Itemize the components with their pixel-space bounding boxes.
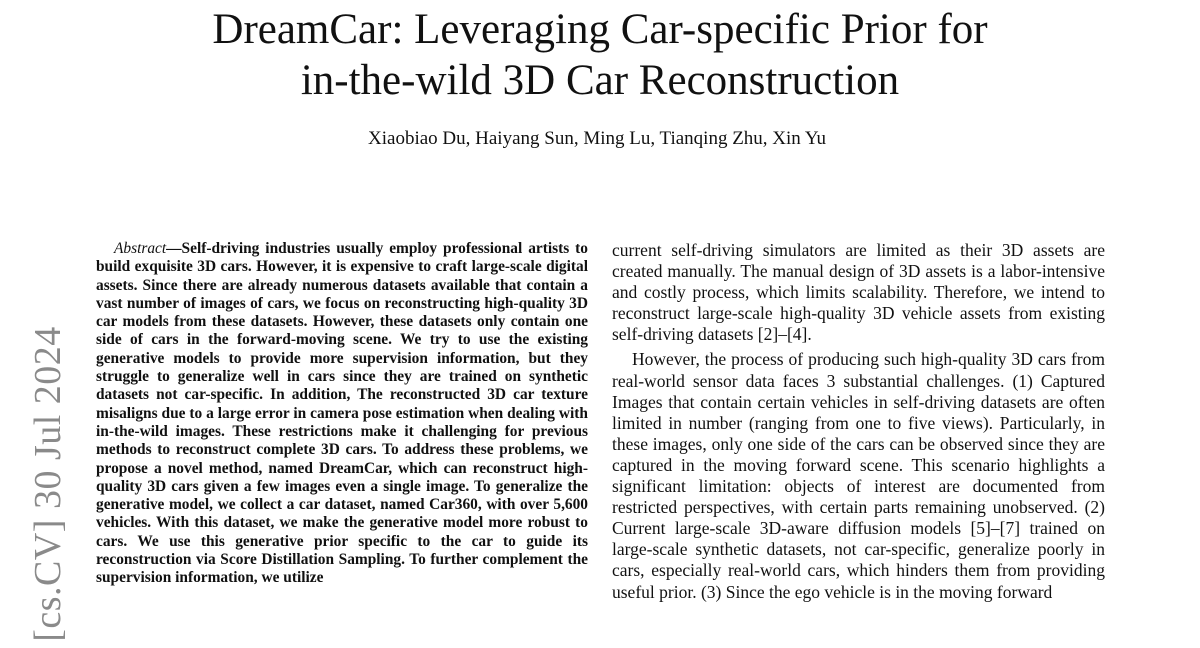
intro-paragraph-1: current self-driving simulators are limited as their 3D assets are created manually. The manual design of 3D assets is a labor-intensive and costly process, which limits scalability. Therefore, we intend to reconstruct large-scale high-quality 3D vehicle assets from existing self-driving datasets [2]–[4].: [612, 240, 1105, 345]
intro-column: [612, 240, 1105, 603]
intro-paragraph-2: However, the process of producing such high-quality 3D cars from real-world sensor data faces 3 substantial challenges. (1) Captured Images that contain certain vehicles in self-driving datasets are often limited in number (ranging from one to five views). Particularly, in these images, only one side of the cars can be observed since they are captured in the moving forward scene. This scenario highlights a significant limitation: objects of interest are documented from restricted perspectives, with certain parts remaining unobserved. (2) Current large-scale 3D-aware diffusion models [5]–[7] trained on large-scale synthetic datasets, not car-specific, generalize poorly in cars, especially real-world cars, which hinders them from providing useful prior. (3) Since the ego vehicle is in the moving forward: [612, 349, 1105, 602]
abstract-column: [96, 240, 588, 588]
abstract-label: Abstract: [114, 240, 167, 257]
abstract-text: —Self-driving industries usually employ professional artists to build exquisite 3D cars. However, it is expensive to craft large-scale digital assets. Since there are already numerous datasets available that contain a vast number of images of cars, we focus on reconstructing high-quality 3D car models from these datasets. However, these datasets only contain one side of cars in the forward-moving scene. We try to use the existing generative models to provide more supervision information, but they struggle to generalize well in cars since they are trained on synthetic datasets not car-specific. In addition, The reconstructed 3D car texture misaligns due to a large error in camera pose estimation when dealing with in-the-wild images. These restrictions make it challenging for previous methods to reconstruct complete 3D cars. To address these problems, we propose a novel method, named DreamCar, which can reconstruct high-quality 3D cars given a few images even a single image. To generalize the generative model, we collect a car dataset, named Car360, with over 5,600 vehicles. With this dataset, we make the generative model more robust to cars. We use this generative prior specific to the car to guide its reconstruction via Score Distillation Sampling. To further complement the supervision information, we utilize: [96, 240, 588, 587]
title-line-1: DreamCar: Leveraging Car-specific Prior for: [212, 6, 988, 53]
title-line-2: in-the-wild 3D Car Reconstruction: [300, 57, 900, 104]
paper-title: [0, 4, 1200, 106]
arxiv-side-stamp: [cs.CV] 30 Jul 2024: [27, 326, 69, 642]
author-list: Xiaobiao Du, Haiyang Sun, Ming Lu, Tianqing Zhu, Xin Yu: [368, 128, 826, 149]
abstract-paragraph: [96, 240, 588, 588]
